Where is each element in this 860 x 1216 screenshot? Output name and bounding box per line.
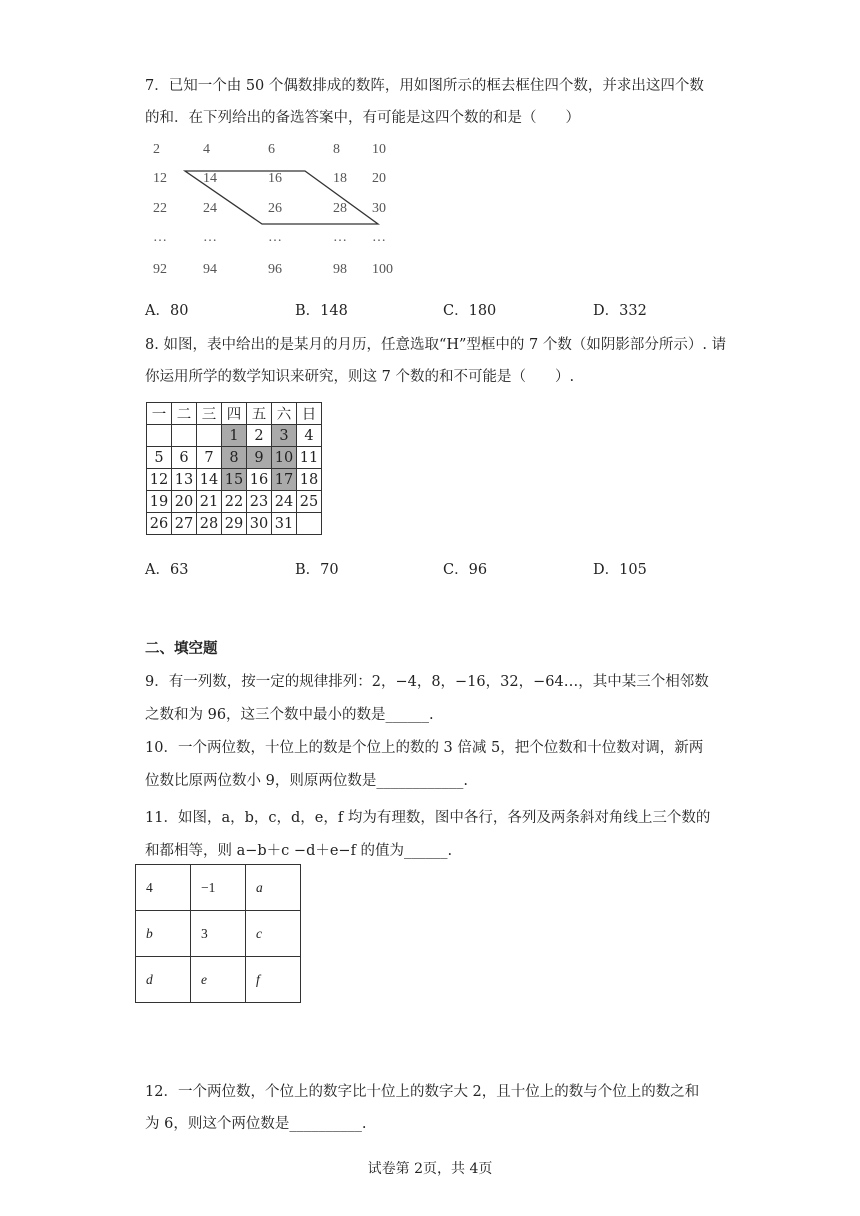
- q7-grid-cell: 14: [203, 171, 217, 186]
- q7-grid-cell: 20: [372, 171, 386, 186]
- q7-grid-cell: 24: [203, 201, 217, 216]
- calendar-day-cell: 26: [147, 513, 172, 535]
- calendar-day-cell: 14: [197, 469, 222, 491]
- calendar-day-cell: 11: [297, 447, 322, 469]
- calendar-day-cell: 13: [172, 469, 197, 491]
- magic-square-cell: f: [246, 957, 301, 1003]
- calendar-day-cell: 18: [297, 469, 322, 491]
- q7-grid-cell: 16: [268, 171, 282, 186]
- calendar-day-cell: 23: [247, 491, 272, 513]
- calendar-day-cell: 12: [147, 469, 172, 491]
- q11-text-line2: 和都相等，则 a−b＋c −d＋e−f 的值为______.: [145, 843, 453, 859]
- calendar-day-cell: [297, 513, 322, 535]
- q7-grid-cell: …: [372, 230, 386, 245]
- q7-grid-cell: 6: [268, 142, 275, 157]
- q8-option-d[interactable]: D．105: [593, 562, 647, 578]
- calendar-day-cell: 6: [172, 447, 197, 469]
- q7-option-b[interactable]: B．148: [295, 303, 348, 319]
- q10-text-line1: 10．一个两位数，十位上的数是个位上的数的 3 倍减 5，把个位数和十位数对调，新两: [145, 740, 704, 756]
- calendar-day-cell: [197, 425, 222, 447]
- magic-square-cell: −1: [191, 865, 246, 911]
- calendar-day-cell: 29: [222, 513, 247, 535]
- q7-grid-cell: 18: [333, 171, 347, 186]
- calendar-day-cell: 25: [297, 491, 322, 513]
- calendar-day-cell: 20: [172, 491, 197, 513]
- q9-text-line1: 9．有一列数，按一定的规律排列：2，−4，8，−16，32，−64…，其中某三个相邻数: [145, 674, 709, 690]
- calendar-day-cell: 9: [247, 447, 272, 469]
- q10-text-line2: 位数比原两位数小 9，则原两位数是____________.: [145, 773, 468, 789]
- calendar-weekday-header: 二: [172, 403, 197, 425]
- q7-grid-cell: 12: [153, 171, 167, 186]
- q8-option-b[interactable]: B．70: [295, 562, 339, 578]
- q7-grid-cell: 22: [153, 201, 167, 216]
- q8-text-line1: 8. 如图，表中给出的是某月的月历，任意选取“H”型框中的 7 个数（如阴影部分所示）. 请: [145, 337, 727, 353]
- calendar-weekday-header: 一: [147, 403, 172, 425]
- q7-grid-cell: 100: [372, 262, 393, 277]
- calendar-day-cell: 19: [147, 491, 172, 513]
- magic-square-cell: b: [136, 911, 191, 957]
- magic-square-cell: 3: [191, 911, 246, 957]
- q7-grid-cell: 8: [333, 142, 340, 157]
- calendar-weekday-header: 六: [272, 403, 297, 425]
- calendar-day-cell: [147, 425, 172, 447]
- q8-option-a[interactable]: A．63: [145, 562, 189, 578]
- q7-grid-cell: …: [333, 230, 347, 245]
- calendar-day-cell: 28: [197, 513, 222, 535]
- calendar-day-cell: 3: [272, 425, 297, 447]
- calendar-day-cell: 27: [172, 513, 197, 535]
- magic-square-cell: e: [191, 957, 246, 1003]
- q7-grid-cell: …: [153, 230, 167, 245]
- calendar-day-cell: 22: [222, 491, 247, 513]
- q7-grid-cell: …: [268, 230, 282, 245]
- calendar-day-cell: 17: [272, 469, 297, 491]
- q7-grid-cell: 26: [268, 201, 282, 216]
- q11-magic-square: [135, 864, 301, 1003]
- q8-text-line2: 你运用所学的数学知识来研究，则这 7 个数的和不可能是（ ）.: [145, 369, 575, 385]
- q7-grid-cell: …: [203, 230, 217, 245]
- calendar-day-cell: 10: [272, 447, 297, 469]
- q7-grid-cell: 98: [333, 262, 347, 277]
- calendar-day-cell: 1: [222, 425, 247, 447]
- calendar-day-cell: 8: [222, 447, 247, 469]
- magic-square-cell: 4: [136, 865, 191, 911]
- q7-option-c[interactable]: C．180: [443, 303, 497, 319]
- calendar-day-cell: 4: [297, 425, 322, 447]
- calendar-day-cell: 2: [247, 425, 272, 447]
- q7-grid-cell: 92: [153, 262, 167, 277]
- q7-text-line2: 的和．在下列给出的备选答案中，有可能是这四个数的和是（ ）: [145, 110, 580, 126]
- q7-grid-cell: 96: [268, 262, 282, 277]
- q7-option-d[interactable]: D．332: [593, 303, 647, 319]
- calendar-day-cell: 30: [247, 513, 272, 535]
- q7-option-a[interactable]: A．80: [145, 303, 189, 319]
- calendar-day-cell: 31: [272, 513, 297, 535]
- calendar-weekday-header: 五: [247, 403, 272, 425]
- q7-grid-cell: 30: [372, 201, 386, 216]
- q9-text-line2: 之数和为 96，这三个数中最小的数是______.: [145, 707, 434, 723]
- q8-option-c[interactable]: C．96: [443, 562, 488, 578]
- calendar-weekday-header: 日: [297, 403, 322, 425]
- q11-text-line1: 11．如图，a，b，c，d，e，f 均为有理数，图中各行，各列及两条斜对角线上三个数的: [145, 810, 711, 826]
- section-fill-in-heading: 二、填空题: [145, 640, 218, 657]
- q7-grid-cell: 10: [372, 142, 386, 157]
- q8-calendar-table: [146, 402, 322, 535]
- magic-square-cell: a: [246, 865, 301, 911]
- q7-grid-cell: 94: [203, 262, 217, 277]
- calendar-weekday-header: 三: [197, 403, 222, 425]
- calendar-day-cell: 16: [247, 469, 272, 491]
- calendar-day-cell: 21: [197, 491, 222, 513]
- q12-text-line2: 为 6，则这个两位数是__________.: [145, 1116, 367, 1132]
- calendar-day-cell: 24: [272, 491, 297, 513]
- calendar-day-cell: [172, 425, 197, 447]
- q7-grid-cell: 28: [333, 201, 347, 216]
- calendar-day-cell: 7: [197, 447, 222, 469]
- q7-grid-cell: 2: [153, 142, 160, 157]
- q7-number-grid: [140, 138, 410, 288]
- calendar-day-cell: 15: [222, 469, 247, 491]
- magic-square-cell: c: [246, 911, 301, 957]
- calendar-day-cell: 5: [147, 447, 172, 469]
- magic-square-cell: d: [136, 957, 191, 1003]
- q7-grid-cell: 4: [203, 142, 210, 157]
- q12-text-line1: 12．一个两位数，个位上的数字比十位上的数字大 2，且十位上的数与个位上的数之和: [145, 1084, 700, 1100]
- calendar-weekday-header: 四: [222, 403, 247, 425]
- page-footer: 试卷第 2页，共 4页: [367, 1161, 493, 1177]
- q7-text-line1: 7．已知一个由 50 个偶数排成的数阵，用如图所示的框去框住四个数，并求出这四个数: [145, 78, 704, 94]
